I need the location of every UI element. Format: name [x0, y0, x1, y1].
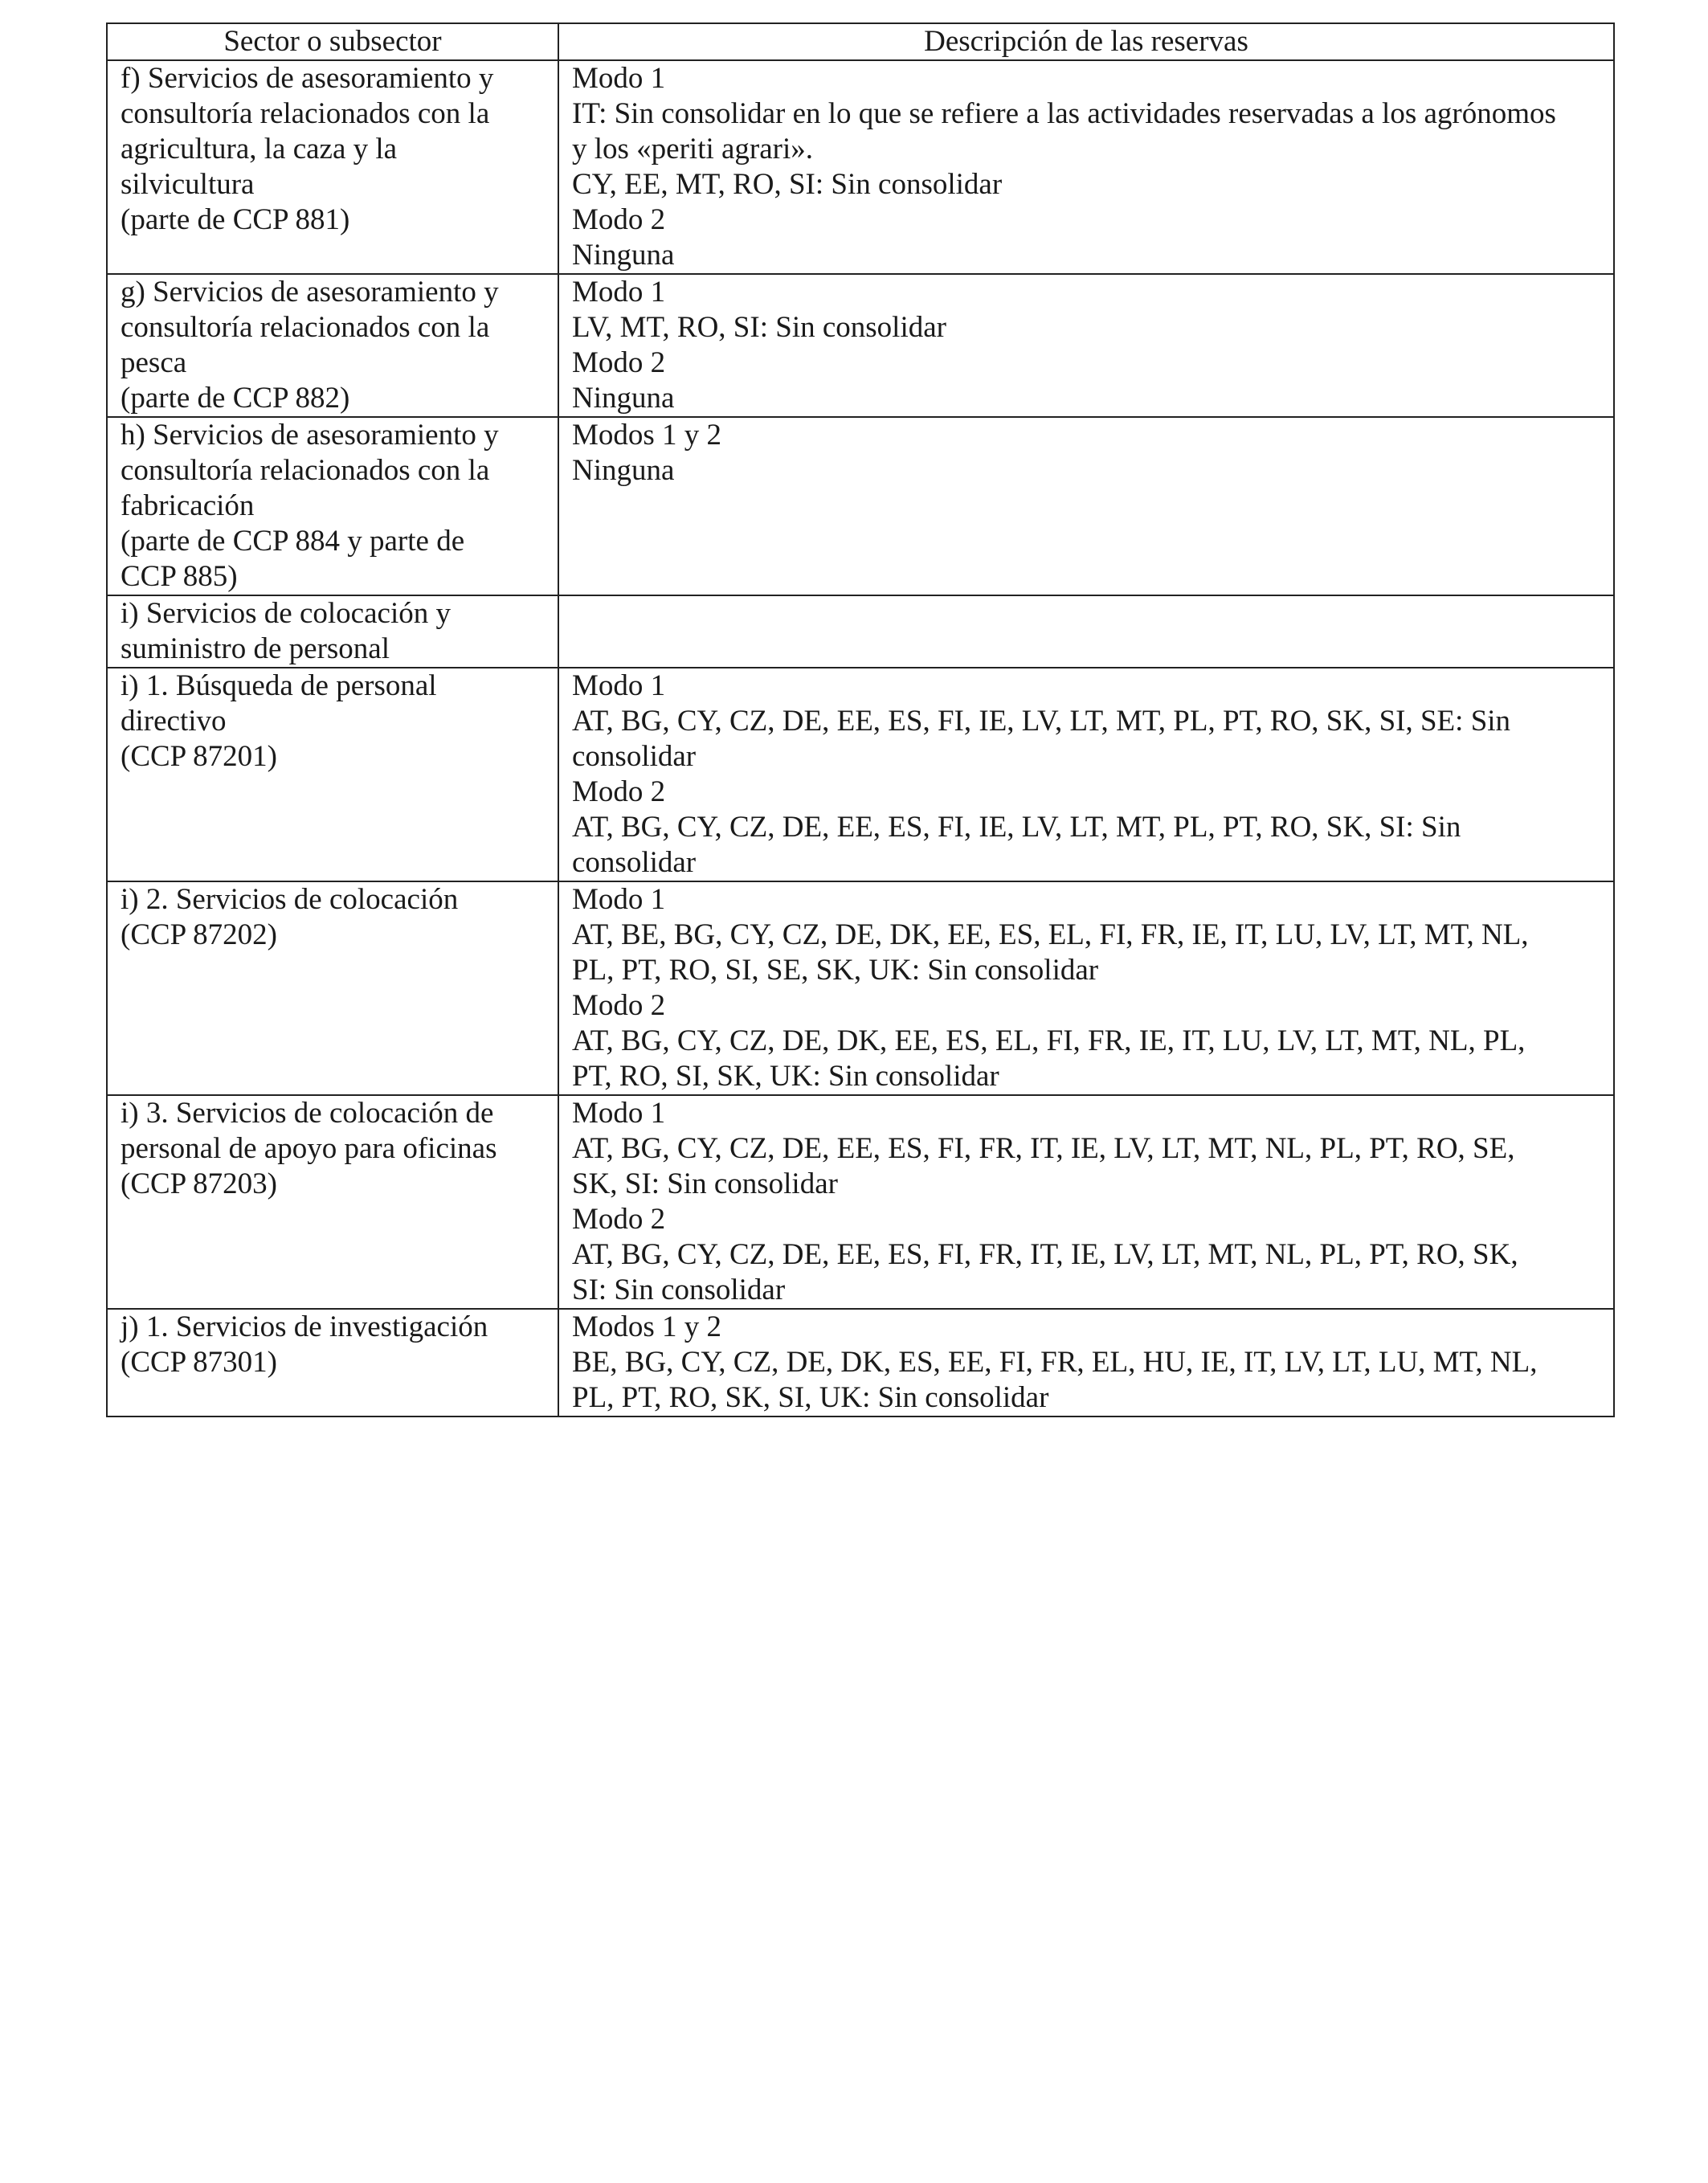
- description-text: Ninguna: [572, 454, 675, 487]
- description-text: BE, BG, CY, CZ, DE, DK, ES, EE, FI, FR, EL, HU, IE, IT, LV, LT, LU, MT, NL,: [572, 1346, 1538, 1379]
- description-cell: [558, 274, 1614, 417]
- description-cell: [558, 668, 1614, 881]
- description-text: PL, PT, RO, SI, SE, SK, UK: Sin consolidar: [572, 954, 1099, 987]
- description-text: y los «periti agrari».: [572, 133, 814, 166]
- table-row: [107, 595, 1614, 668]
- description-text: Modo 2: [572, 203, 666, 236]
- table-body: [107, 60, 1614, 1416]
- sector-text: consultoría relacionados con la: [121, 311, 490, 344]
- description-text: PL, PT, RO, SK, SI, UK: Sin consolidar: [572, 1381, 1049, 1414]
- sector-cell: [107, 417, 558, 595]
- table-row: [107, 668, 1614, 881]
- description-text: Modo 2: [572, 1203, 666, 1236]
- sector-text: i) 3. Servicios de colocación de: [121, 1097, 494, 1130]
- description-text: SK, SI: Sin consolidar: [572, 1167, 838, 1200]
- description-cell: [558, 60, 1614, 274]
- sector-cell: [107, 274, 558, 417]
- sector-text: (CCP 87301): [121, 1346, 277, 1379]
- description-text: CY, EE, MT, RO, SI: Sin consolidar: [572, 168, 1003, 201]
- sector-text: silvicultura: [121, 168, 255, 201]
- sector-text: (CCP 87203): [121, 1167, 277, 1200]
- description-text: consolidar: [572, 740, 697, 773]
- sector-text: (CCP 87201): [121, 740, 277, 773]
- sector-text: suministro de personal: [121, 632, 390, 665]
- table-row: [107, 274, 1614, 417]
- description-text: AT, BG, CY, CZ, DE, EE, ES, FI, FR, IT, IE, LV, LT, MT, NL, PL, PT, RO, SK,: [572, 1238, 1518, 1271]
- description-cell: [558, 881, 1614, 1095]
- sector-cell: [107, 881, 558, 1095]
- table-row: [107, 1095, 1614, 1309]
- sector-text: i) 1. Búsqueda de personal: [121, 669, 437, 702]
- table-row: [107, 1309, 1614, 1416]
- sector-text: consultoría relacionados con la: [121, 454, 490, 487]
- description-text: Modo 1: [572, 62, 666, 95]
- description-cell: [558, 1309, 1614, 1416]
- description-text: AT, BE, BG, CY, CZ, DE, DK, EE, ES, EL, FI, FR, IE, IT, LU, LV, LT, MT, NL,: [572, 918, 1529, 951]
- sector-text: g) Servicios de asesoramiento y: [121, 276, 499, 309]
- sector-cell: [107, 595, 558, 668]
- description-text: consolidar: [572, 846, 697, 879]
- column-header-description: Descripción de las reservas: [558, 23, 1614, 60]
- reservations-table: [106, 22, 1615, 1417]
- description-text: AT, BG, CY, CZ, DE, EE, ES, FI, IE, LV, LT, MT, PL, PT, RO, SK, SI: Sin: [572, 811, 1461, 844]
- sector-cell: [107, 1309, 558, 1416]
- table-row: [107, 881, 1614, 1095]
- sector-text: agricultura, la caza y la: [121, 133, 398, 166]
- description-text: Modos 1 y 2: [572, 1310, 722, 1343]
- sector-text: personal de apoyo para oficinas: [121, 1132, 497, 1165]
- description-text: Ninguna: [572, 239, 675, 272]
- description-text: Modo 2: [572, 346, 666, 379]
- description-text: PT, RO, SI, SK, UK: Sin consolidar: [572, 1060, 999, 1093]
- sector-text: i) 2. Servicios de colocación: [121, 883, 459, 916]
- sector-text: pesca: [121, 346, 187, 379]
- description-text: Modo 1: [572, 669, 666, 702]
- description-text: AT, BG, CY, CZ, DE, EE, ES, FI, IE, LV, LT, MT, PL, PT, RO, SK, SI, SE: Sin: [572, 705, 1511, 738]
- sector-text: (parte de CCP 881): [121, 203, 350, 236]
- sector-text: (CCP 87202): [121, 918, 277, 951]
- description-text: LV, MT, RO, SI: Sin consolidar: [572, 311, 946, 344]
- sector-text: CCP 885): [121, 560, 238, 593]
- description-cell: [558, 417, 1614, 595]
- sector-text: i) Servicios de colocación y: [121, 597, 451, 630]
- description-text: Modo 2: [572, 775, 666, 808]
- sector-text: h) Servicios de asesoramiento y: [121, 419, 499, 452]
- sector-text: consultoría relacionados con la: [121, 97, 490, 130]
- description-text: Modo 2: [572, 989, 666, 1022]
- table-row: [107, 60, 1614, 274]
- sector-text: f) Servicios de asesoramiento y: [121, 62, 494, 95]
- sector-cell: [107, 60, 558, 274]
- sector-text: fabricación: [121, 489, 255, 522]
- description-text: Modos 1 y 2: [572, 419, 722, 452]
- description-cell: [558, 1095, 1614, 1309]
- description-text: Modo 1: [572, 1097, 666, 1130]
- sector-text: j) 1. Servicios de investigación: [121, 1310, 488, 1343]
- description-text: SI: Sin consolidar: [572, 1273, 786, 1306]
- description-text: Modo 1: [572, 883, 666, 916]
- sector-cell: [107, 1095, 558, 1309]
- sector-text: directivo: [121, 705, 227, 738]
- table-header-row: [107, 23, 1614, 60]
- column-header-sector: Sector o subsector: [107, 23, 558, 60]
- description-text: Ninguna: [572, 382, 675, 415]
- sector-cell: [107, 668, 558, 881]
- description-text: IT: Sin consolidar en lo que se refiere a las actividades reservadas a los agrónomos: [572, 97, 1556, 130]
- sector-text: (parte de CCP 884 y parte de: [121, 525, 465, 558]
- sector-text: (parte de CCP 882): [121, 382, 350, 415]
- description-text: Modo 1: [572, 276, 666, 309]
- description-cell-empty: [558, 595, 1614, 668]
- table-row: [107, 417, 1614, 595]
- description-text: AT, BG, CY, CZ, DE, EE, ES, FI, FR, IT, IE, LV, LT, MT, NL, PL, PT, RO, SE,: [572, 1132, 1515, 1165]
- description-text: AT, BG, CY, CZ, DE, DK, EE, ES, EL, FI, FR, IE, IT, LU, LV, LT, MT, NL, PL,: [572, 1024, 1526, 1057]
